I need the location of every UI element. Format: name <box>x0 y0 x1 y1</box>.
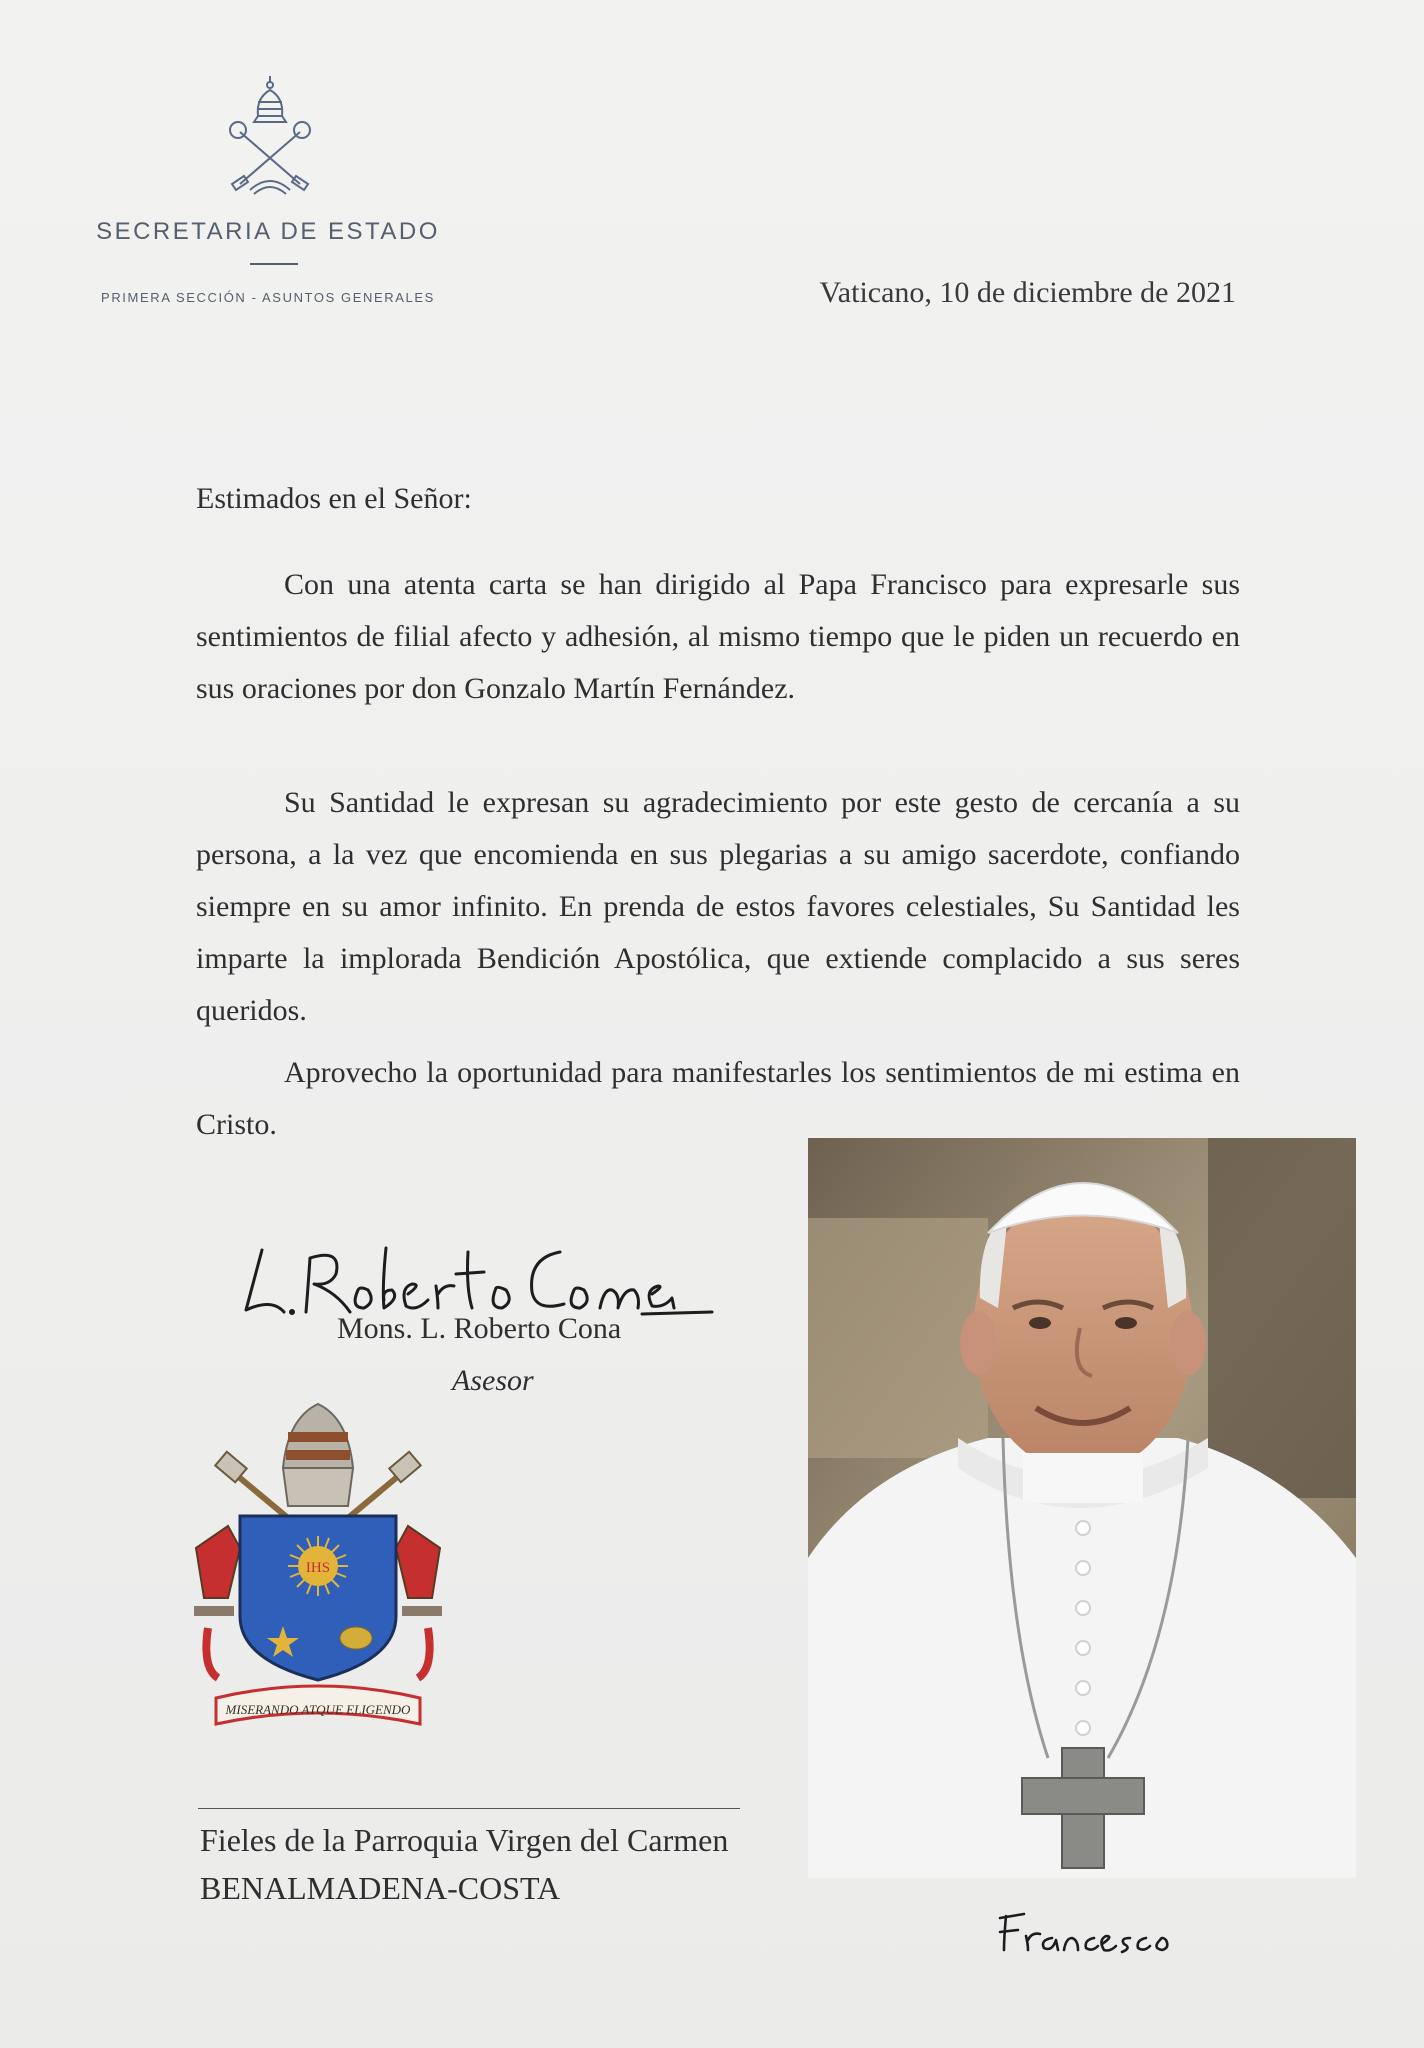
department-section: PRIMERA SECCIÓN - ASUNTOS GENERALES <box>101 290 435 305</box>
addressee-rule <box>198 1808 740 1809</box>
letterhead-divider <box>250 263 298 265</box>
portrait-photo <box>808 1138 1356 1878</box>
ihs-monogram: IHS <box>305 1560 331 1576</box>
addressee-line-1: Fieles de la Parroquia Virgen del Carmen <box>200 1822 729 1858</box>
signer-role: Asesor <box>452 1364 534 1397</box>
body-paragraph-2: Su Santidad le expresan su agradecimiento por este gesto de cercanía a su persona, a la vez que encomienda en sus plegarias a su amigo sacerdote, confiando siempre en su amor infinito. En prenda de estos favores celestiales, Su Santidad les imparte la implorada Bendición Apostólica, que extiende complacido a sus seres queridos. <box>196 786 1240 1027</box>
body-paragraph-1: Con una atenta carta se han dirigido al Papa Francisco para expresarle sus sentimientos de filial afecto y adhesión, al mismo tiempo que le piden un recuerdo en sus oraciones por don Gonzalo Martín Fernández. <box>196 568 1240 705</box>
department-title: SECRETARIA DE ESTADO <box>96 218 440 245</box>
papal-keys-tiara-icon <box>220 72 320 197</box>
addressee-line-2: BENALMADENA-COSTA <box>200 1870 561 1906</box>
coat-motto: MISERANDO ATQUE ELIGENDO <box>225 1702 411 1717</box>
salutation: Estimados en el Señor: <box>196 482 472 515</box>
francesco-signature <box>990 1900 1190 1970</box>
signer-name: Mons. L. Roberto Cona <box>337 1312 622 1345</box>
coat-of-arms-icon <box>188 1398 448 1738</box>
body-paragraph-3: Aprovecho la oportunidad para manifestarles los sentimientos de mi estima en Cristo. <box>196 1056 1240 1141</box>
letter-date: Vaticano, 10 de diciembre de 2021 <box>819 276 1236 309</box>
